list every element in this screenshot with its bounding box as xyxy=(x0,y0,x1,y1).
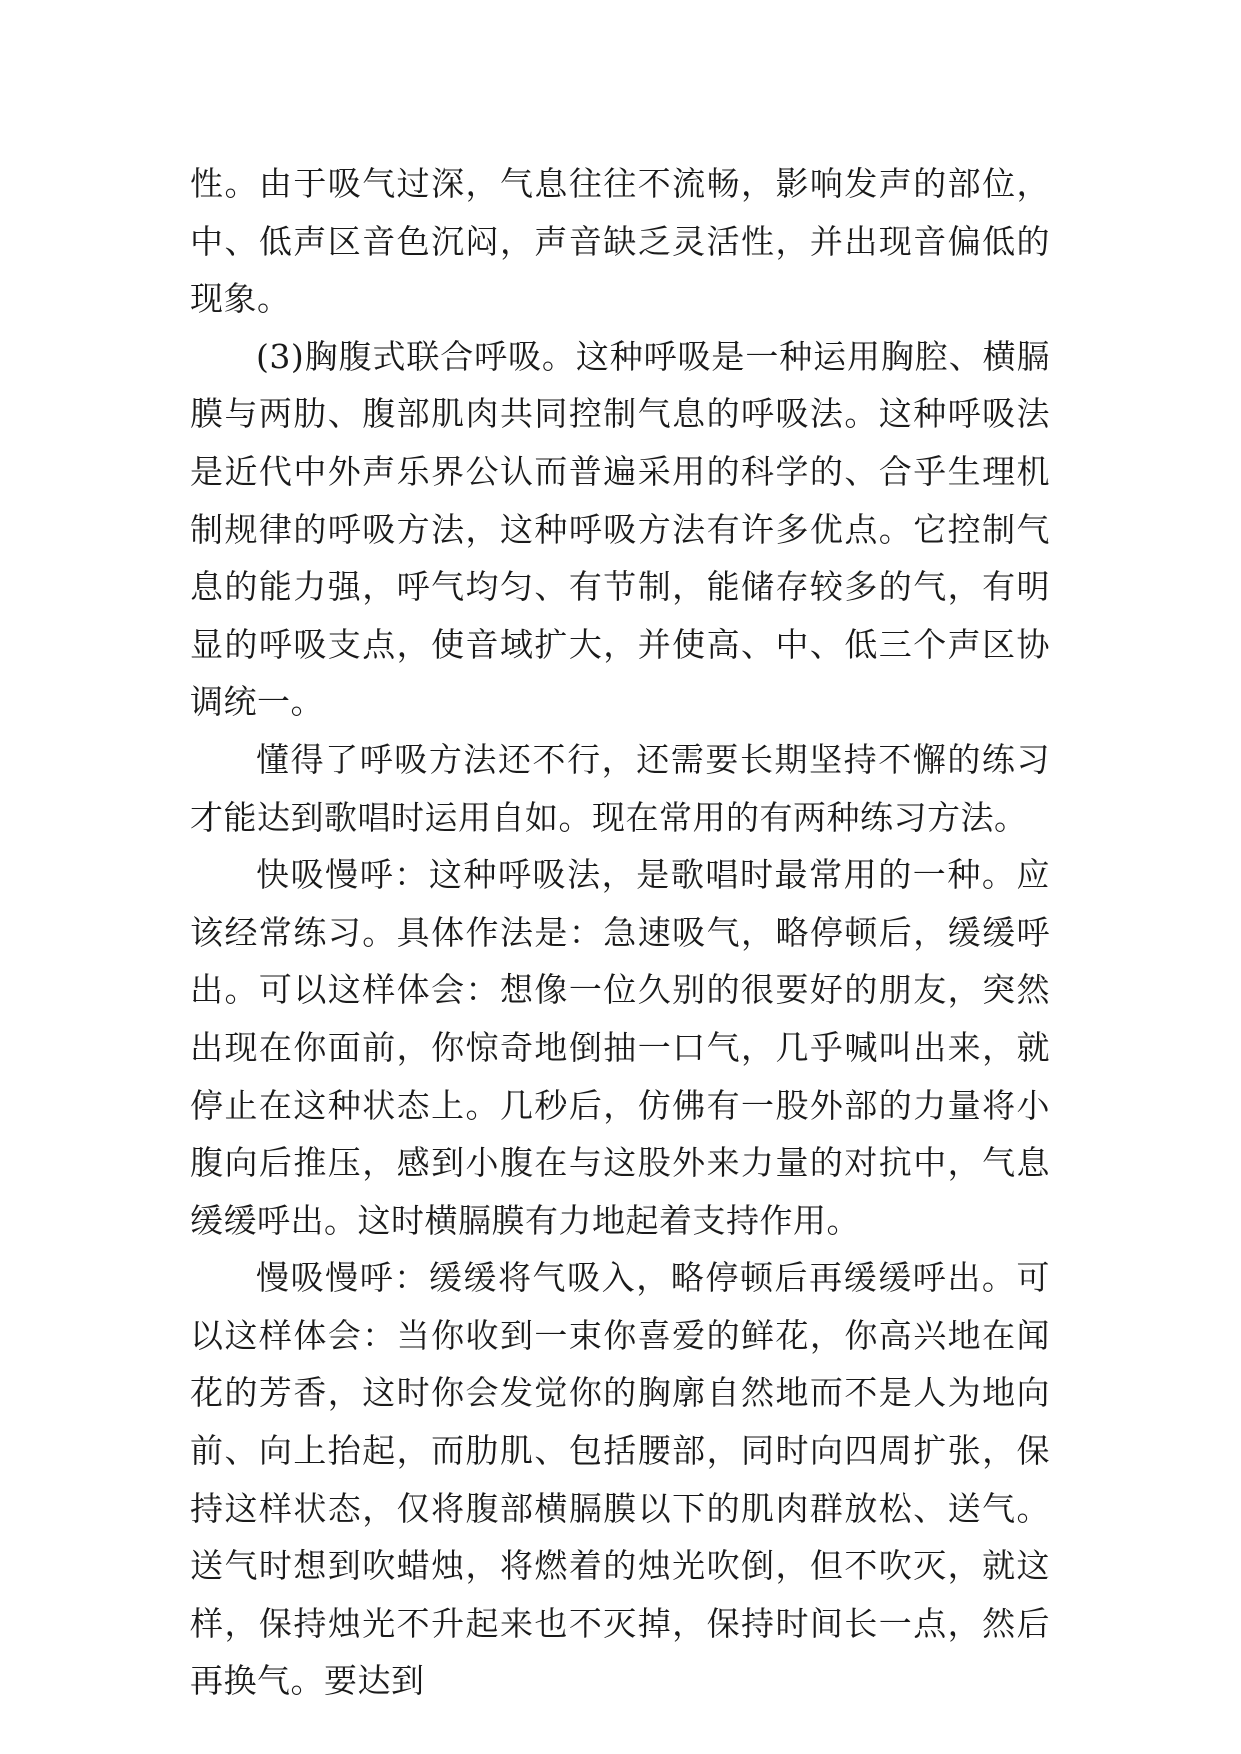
paragraph-practice-intro: 懂得了呼吸方法还不行，还需要长期坚持不懈的练习才能达到歌唱时运用自如。现在常用的有两种练习方法。 xyxy=(190,739,1050,837)
paragraph-slow-inhale-slow-exhale: 慢吸慢呼：缓缓将气吸入，略停顿后再缓缓呼出。可以这样体会：当你收到一束你喜爱的鲜花，你高兴地在闻花的芳香，这时你会发觉你的胸廓自然地而不是人为地向前、向上抬起，而肋肌、包括腰部，同时向四周扩张，保持这样状态，仅将腹部横膈膜以下的肌肉群放松、送气。送气时想到吹蜡烛，将燃着的烛光吹倒，但不吹灭，就这样，保持烛光不升起来也不灭掉，保持时间长一点，然后再换气。要达到 xyxy=(190,1258,1050,1701)
paragraph-chest-abdominal-breathing: (3)胸腹式联合呼吸。这种呼吸是一种运用胸腔、横膈膜与两肋、腹部肌肉共同控制气息的呼吸法。这种呼吸法是近代中外声乐界公认而普遍采用的科学的、合乎生理机制规律的呼吸方法，这种呼吸方法有许多优点。它控制气息的能力强，呼气均匀、有节制，能储存较多的气，有明显的呼吸支点，使音域扩大，并使高、中、低三个声区协调统一。 xyxy=(190,336,1050,722)
body-text xyxy=(190,155,1050,1710)
paragraph-continuation: 性。由于吸气过深，气息往往不流畅，影响发声的部位，中、低声区音色沉闷，声音缺乏灵活性，并出现音偏低的现象。 xyxy=(190,164,1050,319)
paragraph-fast-inhale-slow-exhale: 快吸慢呼：这种呼吸法，是歌唱时最常用的一种。应该经常练习。具体作法是：急速吸气，略停顿后，缓缓呼出。可以这样体会：想像一位久别的很要好的朋友，突然出现在你面前，你惊奇地倒抽一口气，几乎喊叫出来，就停止在这种状态上。几秒后，仿佛有一股外部的力量将小腹向后推压，感到小腹在与这股外来力量的对抗中，气息缓缓呼出。这时横膈膜有力地起着支持作用。 xyxy=(190,855,1050,1240)
